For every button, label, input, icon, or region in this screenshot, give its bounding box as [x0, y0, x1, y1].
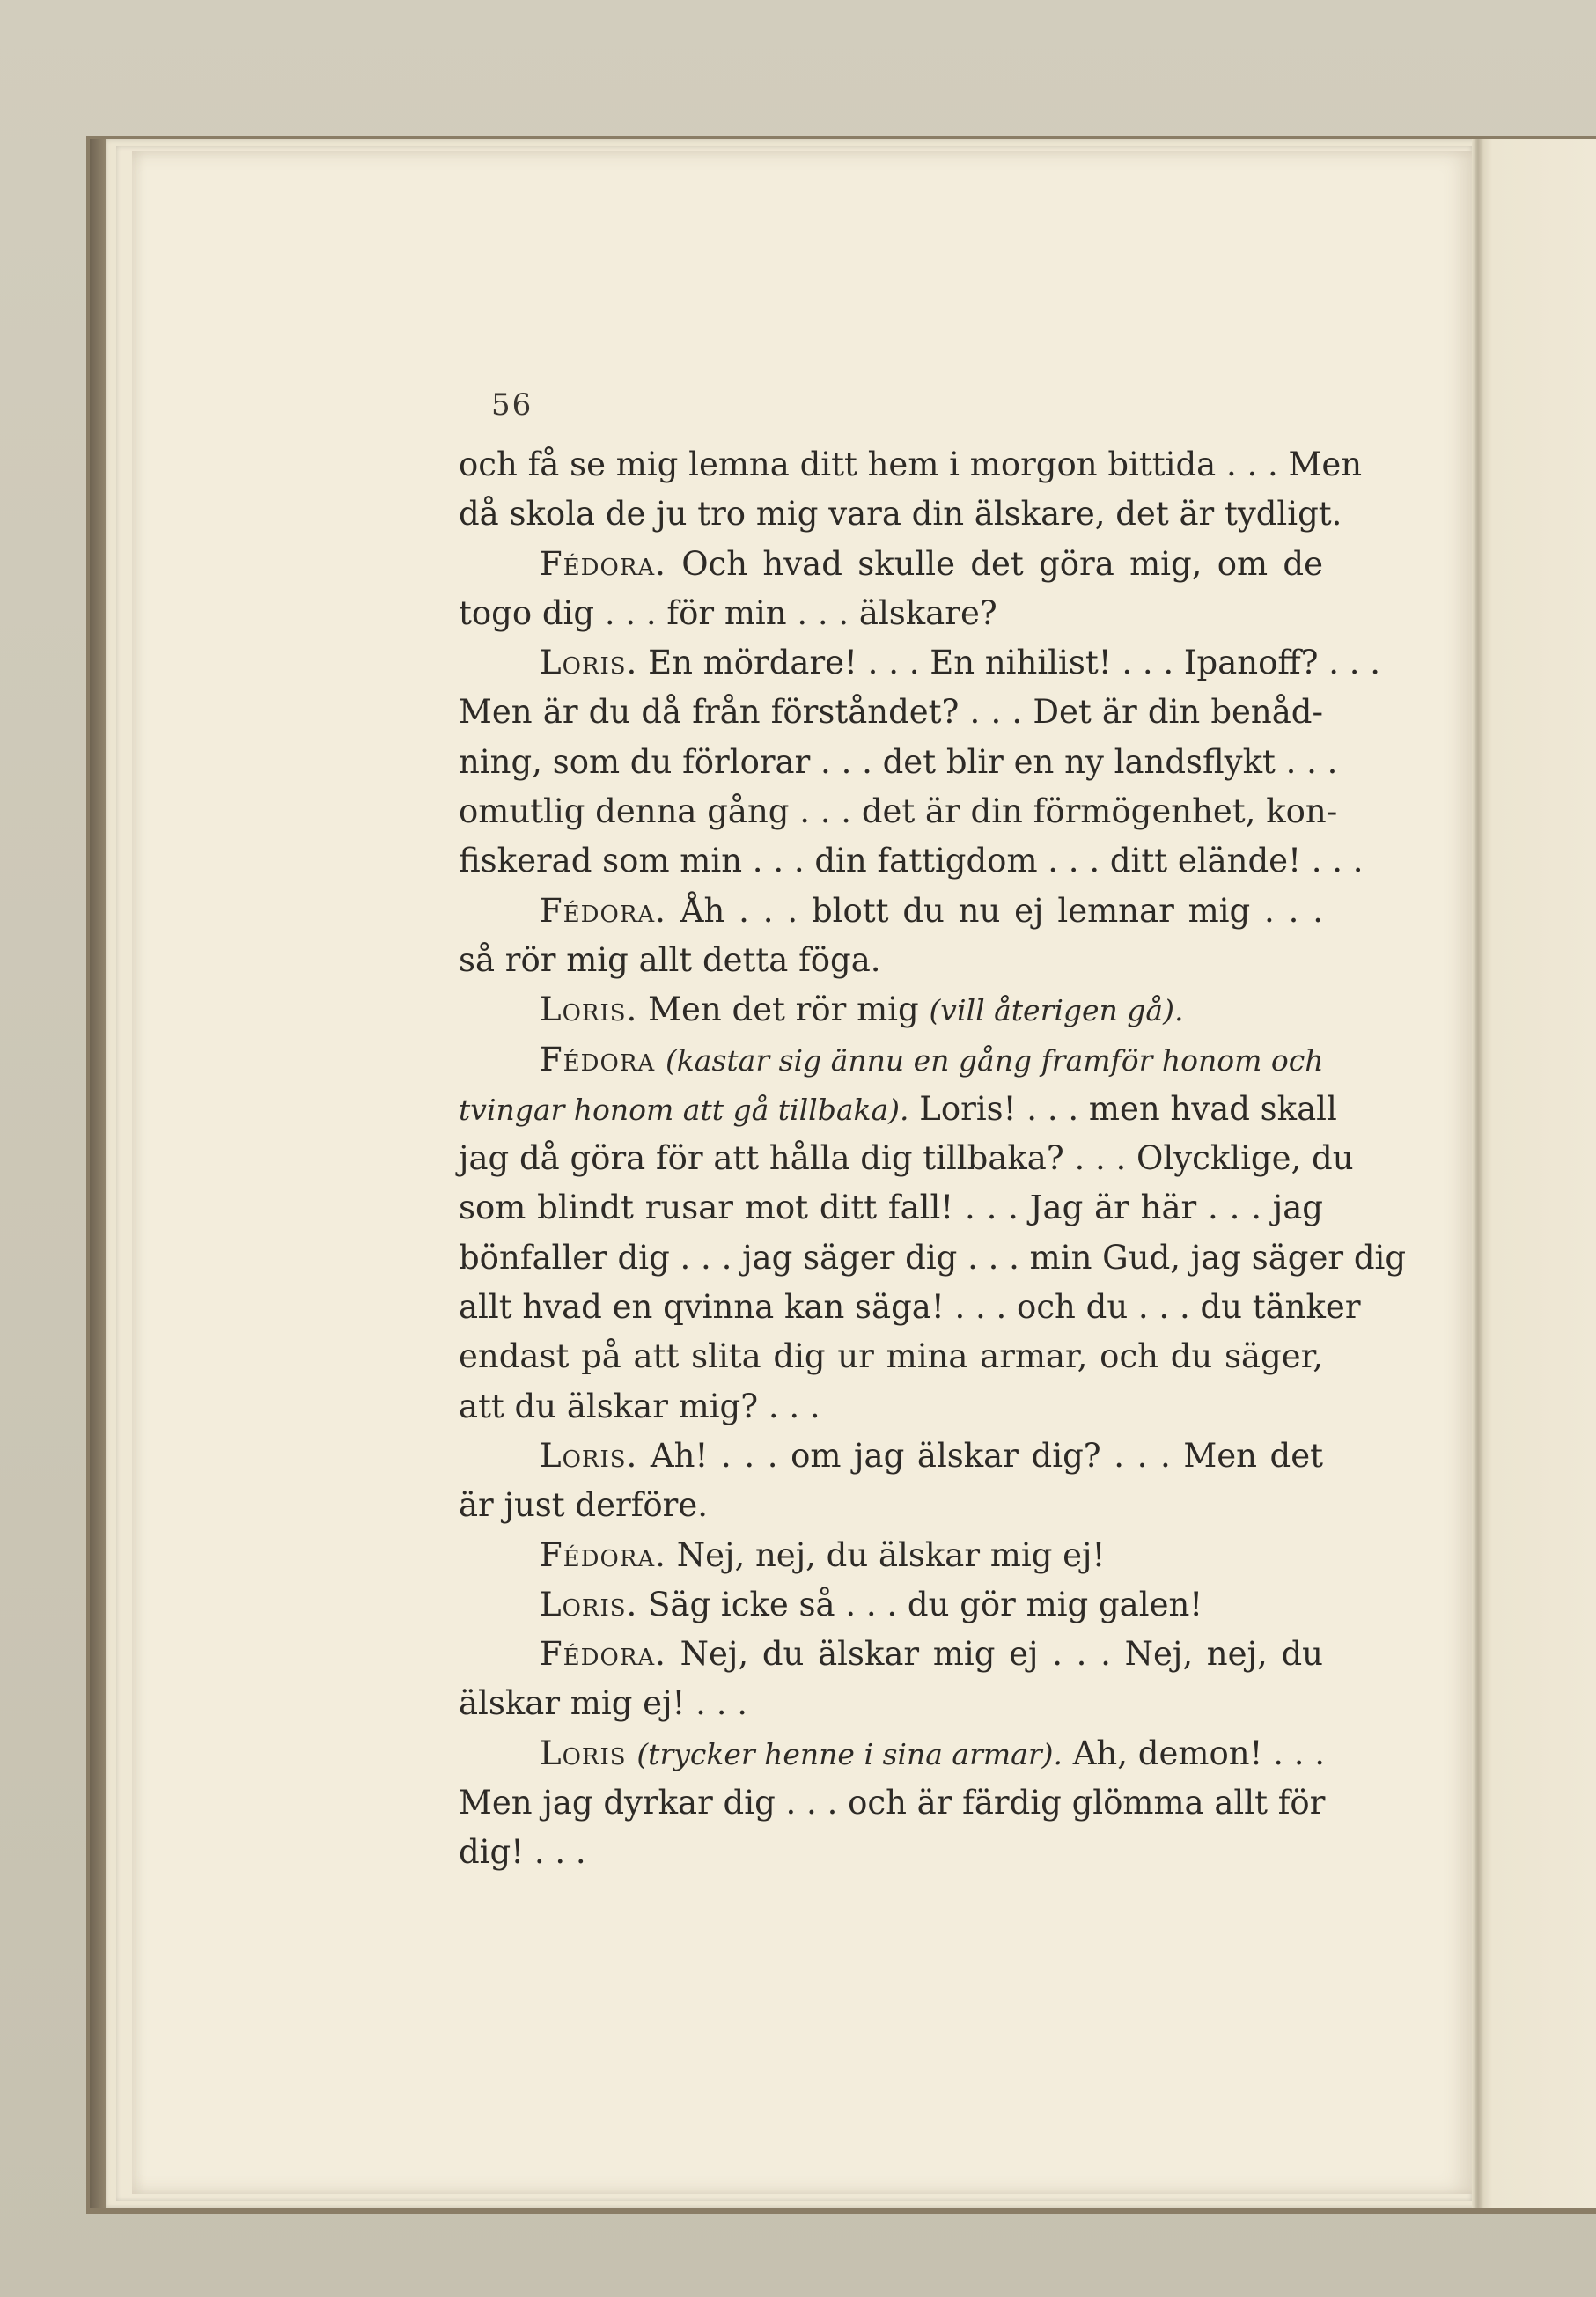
stage-direction: (vill återigen gå). — [929, 993, 1184, 1028]
line-text: Åh . . . blott du nu ej lemnar mig . . . — [666, 891, 1323, 930]
page-body-text — [459, 440, 1407, 1878]
line-text: då skola de ju tro mig vara din älskare, det är tydligt. — [459, 495, 1342, 534]
speaker-name: Loris. — [540, 644, 638, 682]
text-line — [459, 1183, 1323, 1233]
facing-page — [1481, 139, 1596, 2208]
stage-direction: (trycker henne i sina armar). — [636, 1736, 1063, 1771]
text-line — [459, 1481, 1323, 1530]
speaker-name: Fédora. — [540, 1635, 666, 1674]
stage-direction: tvingar honom att gå tillbaka). — [459, 1092, 909, 1127]
speaker-name: Fédora. — [540, 891, 666, 930]
line-text: Men är du då från förståndet? . . . Det är din benåd- — [459, 693, 1323, 732]
line-text: omutlig denna gång . . . det är din förmögenhet, kon- — [459, 792, 1338, 831]
line-text: endast på att slita dig ur mina armar, och du säger, — [459, 1337, 1323, 1376]
line-text: fiskerad som min . . . din fattigdom . . . ditt elände! . . . — [459, 842, 1364, 880]
line-text: är just derföre. — [459, 1486, 709, 1525]
speaker-name: Fédora. — [540, 544, 666, 583]
line-text: allt hvad en qvinna kan säga! . . . och du . . . du tänker — [459, 1288, 1361, 1327]
line-text: dig! . . . — [459, 1833, 586, 1872]
text-line — [459, 1679, 1323, 1728]
text-line — [459, 1332, 1323, 1381]
line-text — [627, 1734, 637, 1772]
line-text: Men det rör mig — [637, 990, 930, 1029]
text-line — [459, 1828, 1323, 1877]
line-text: Säg icke så . . . du gör mig galen! — [637, 1585, 1203, 1623]
text-line — [459, 1580, 1323, 1630]
line-text: att du älskar mig? . . . — [459, 1387, 820, 1425]
text-line — [459, 490, 1342, 539]
speaker-name: Fédora — [540, 1040, 656, 1079]
line-text: bönfaller dig . . . jag säger dig . . . min Gud, jag säger dig — [459, 1238, 1407, 1277]
line-text: så rör mig allt detta föga. — [459, 940, 881, 979]
speaker-name: Loris. — [540, 990, 638, 1029]
text-line — [459, 1035, 1323, 1085]
line-text: jag då göra för att hålla dig tillbaka? . . . Olycklige, du — [459, 1139, 1354, 1178]
text-line — [459, 540, 1323, 589]
line-text: och få se mig lemna ditt hem i morgon bittida . . . Men — [459, 445, 1363, 483]
text-line — [459, 985, 1323, 1034]
text-line — [459, 1432, 1323, 1481]
line-text: Nej, nej, du älskar mig ej! — [666, 1535, 1106, 1574]
text-line — [459, 1233, 1407, 1283]
line-text: Nej, du älskar mig ej . . . Nej, nej, du — [666, 1635, 1323, 1674]
text-line — [459, 1283, 1361, 1332]
book-gutter — [1472, 139, 1484, 2208]
line-text: Ah! . . . om jag älskar dig? . . . Men det — [637, 1436, 1323, 1475]
line-text — [655, 1041, 666, 1079]
text-line — [459, 836, 1364, 886]
text-line — [459, 1630, 1323, 1679]
speaker-name: Loris — [540, 1734, 627, 1772]
text-line — [459, 787, 1338, 836]
text-line — [459, 1085, 1337, 1134]
text-line — [459, 887, 1323, 936]
text-line — [459, 688, 1323, 737]
text-line — [459, 440, 1363, 490]
speaker-name: Loris. — [540, 1585, 638, 1623]
text-line — [459, 738, 1338, 787]
text-line — [459, 589, 1323, 638]
text-line — [459, 1729, 1323, 1778]
line-text: Och hvad skulle det göra mig, om de — [666, 544, 1323, 583]
speaker-name: Fédora. — [540, 1535, 666, 1574]
text-line — [459, 936, 1323, 985]
text-line — [459, 1382, 1323, 1432]
line-text: En mördare! . . . En nihilist! . . . Ipanoff? . . . — [637, 644, 1381, 682]
line-text: ning, som du förlorar . . . det blir en ny landsflykt . . . — [459, 742, 1338, 781]
text-line — [459, 1531, 1323, 1580]
speaker-name: Loris. — [540, 1436, 638, 1475]
line-text: togo dig . . . för min . . . älskare? — [459, 593, 997, 632]
line-text: älskar mig ej! . . . — [459, 1684, 747, 1723]
stage-direction: (kastar sig ännu en gång framför honom och — [665, 1042, 1324, 1078]
page-number: 56 — [491, 387, 533, 423]
line-text: som blindt rusar mot ditt fall! . . . Jag är här . . . jag — [459, 1189, 1323, 1227]
text-line — [459, 638, 1381, 688]
text-line — [459, 1134, 1354, 1183]
line-text: Ah, demon! . . . — [1062, 1734, 1325, 1772]
line-text: Loris! . . . men hvad skall — [908, 1089, 1337, 1128]
text-line — [459, 1778, 1326, 1828]
line-text: Men jag dyrkar dig . . . och är färdig glömma allt för — [459, 1784, 1326, 1822]
